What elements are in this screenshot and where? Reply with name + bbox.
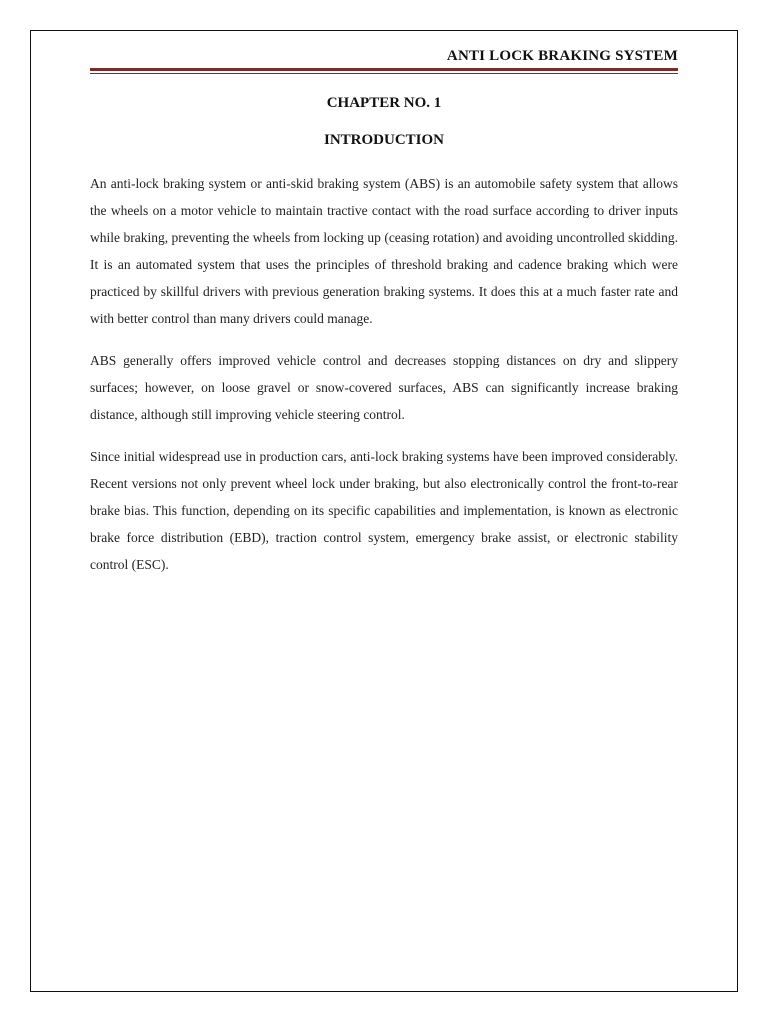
paragraph-2: ABS generally offers improved vehicle control and decreases stopping distances on dry and slippery surfaces; however, on loose gravel or snow-covered surfaces, ABS can significantly increase braking distance, although still improving vehicle steering control.	[90, 353, 678, 422]
paragraph-3: Since initial widespread use in production cars, anti-lock braking systems have been improved considerably. Recent versions not only prevent wheel lock under braking, but also electronically control the front-to-rear brake bias. This function, depending on its specific capabilities and implementation, is known as electronic brake force distribution (EBD), traction control system, emergency brake assist, or electronic stability control (ESC).	[90, 449, 678, 572]
running-header-title: ANTI LOCK BRAKING SYSTEM	[446, 48, 678, 64]
header-rule-thick	[90, 68, 678, 71]
chapter-number: CHAPTER NO. 1	[326, 95, 442, 111]
body-text	[90, 170, 678, 593]
header-rule-thin	[90, 73, 678, 74]
chapter-title: INTRODUCTION	[323, 132, 444, 148]
paragraph-1: An anti-lock braking system or anti-skid braking system (ABS) is an automobile safety system that allows the wheels on a motor vehicle to maintain tractive contact with the road surface according to driver inputs while braking, preventing the wheels from locking up (ceasing rotation) and avoiding uncontrolled skidding. It is an automated system that uses the principles of threshold braking and cadence braking which were practiced by skillful drivers with previous generation braking systems. It does this at a much faster rate and with better control than many drivers could manage.	[90, 176, 678, 326]
